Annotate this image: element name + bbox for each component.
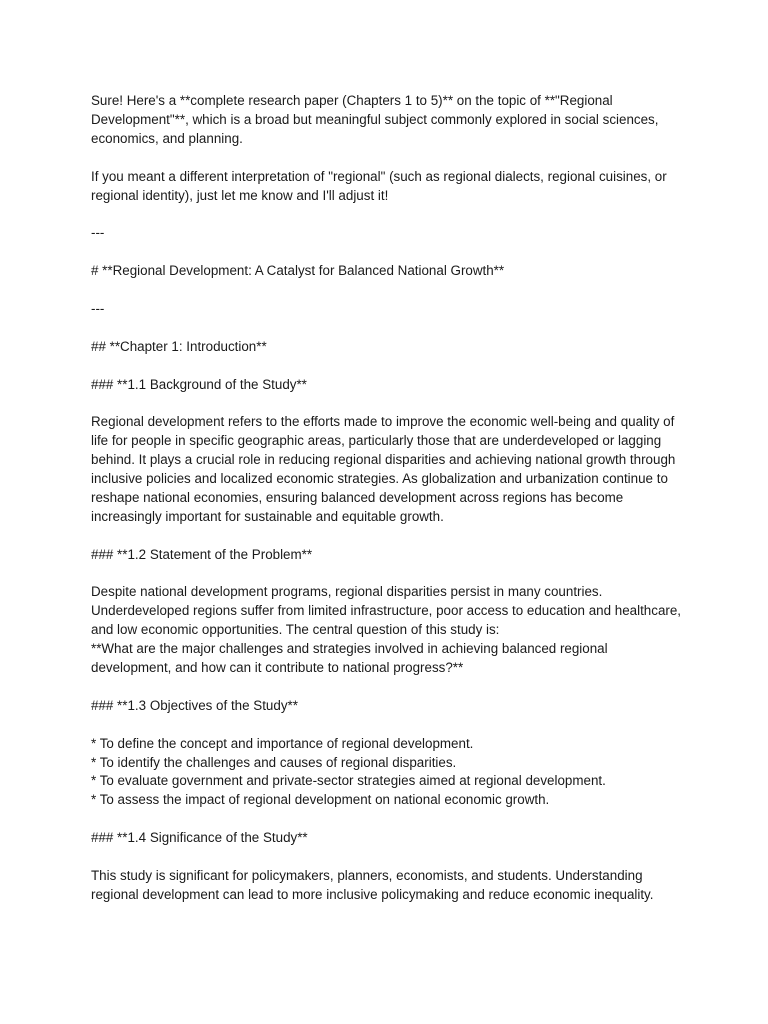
list-item: * To assess the impact of regional development on national economic growth.: [91, 792, 550, 808]
objectives-list: [91, 735, 691, 811]
list-item: * To define the concept and importance of regional development.: [91, 735, 474, 751]
document-title: # **Regional Development: A Catalyst for Balanced National Growth**: [91, 263, 505, 279]
separator: ---: [91, 225, 105, 241]
section-heading-problem: ### **1.2 Statement of the Problem**: [91, 546, 313, 562]
section-heading-objectives: ### **1.3 Objectives of the Study**: [91, 697, 298, 713]
list-item: * To identify the challenges and causes of regional disparities.: [91, 754, 457, 770]
chapter-heading: ## **Chapter 1: Introduction**: [91, 338, 267, 354]
clarification-paragraph: If you meant a different interpretation of "regional" (such as regional dialects, regional cuisines, or regional identity), just let me know and I'll adjust it!: [91, 168, 667, 203]
section-body-significance: This study is significant for policymakers, planners, economists, and students. Understanding regional development can lead to more inclusive policymaking and reduce economic inequality.: [91, 867, 654, 902]
section-body-background: Regional development refers to the efforts made to improve the economic well-being and quality of life for people in specific geographic areas, particularly those that are underdeveloped or lagging behind. It plays a crucial role in reducing regional disparities and achieving national growth through inclusive policies and localized economic strategies. As globalization and urbanization continue to reshape national economies, ensuring balanced development across regions has become increasingly important for sustainable and equitable growth.: [91, 414, 676, 524]
section-heading-significance: ### **1.4 Significance of the Study**: [91, 830, 308, 846]
section-body-problem: Despite national development programs, regional disparities persist in many countries. Underdeveloped regions suffer from limited infrastructure, poor access to education and healthcare, and low economic opportunities. The central question of this study is: **What are the major challenges and strategies involved in achieving balanced regional development, and how can it contribute to national progress?**: [91, 584, 682, 676]
section-heading-background: ### **1.1 Background of the Study**: [91, 376, 307, 392]
intro-paragraph: Sure! Here's a **complete research paper (Chapters 1 to 5)** on the topic of **"Regional Development"**, which is a broad but meaningful subject commonly explored in social sciences, economics, and planning.: [91, 93, 659, 146]
separator: ---: [91, 300, 105, 316]
list-item: * To evaluate government and private-sector strategies aimed at regional development.: [91, 773, 606, 789]
document-page: [91, 92, 691, 924]
